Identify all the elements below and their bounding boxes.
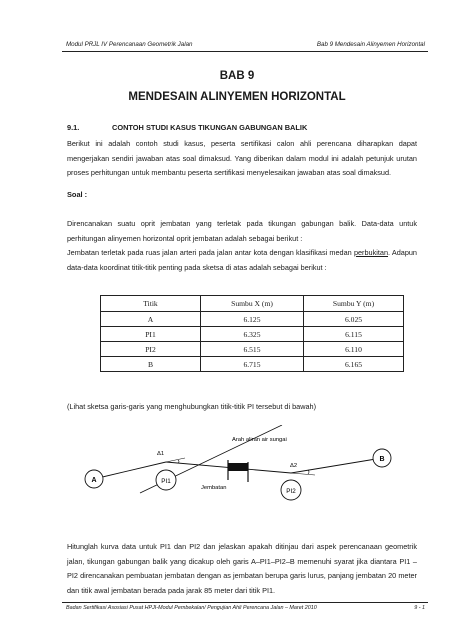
label-bridge: Jembatan <box>201 485 227 491</box>
soal-line-2 <box>67 246 417 275</box>
table-cell: 6.110 <box>304 342 404 357</box>
table-row <box>101 357 404 372</box>
intro-paragraph: Berikut ini adalah contoh studi kasus, peserta sertifikasi calon ahli perencana diharapkan dapat mengerjakan sendiri jawaban atas soal dimaksud. Yang diberikan dalam modul ini adalah petunjuk urutan proses perhitungan untuk membantu peserta sertifikasi menyelesaikan jawaban atas soal dimaksud. <box>67 139 417 177</box>
label-b: B <box>379 456 385 463</box>
label-delta1: Δ1 <box>157 451 165 457</box>
table-row <box>101 327 404 342</box>
label-river: Arah aliran air sungai <box>232 437 287 443</box>
label-a: A <box>91 477 97 484</box>
table-cell: B <box>101 357 201 372</box>
chapter-number: BAB 9 <box>219 70 255 82</box>
table-header: Sumbu Y (m) <box>304 296 404 312</box>
alignment-sketch <box>60 425 420 525</box>
bridge-block <box>228 463 248 471</box>
table-cell: 6.325 <box>200 327 303 342</box>
table-cell: A <box>101 312 201 327</box>
coordinate-table <box>100 295 404 372</box>
soal-line-2-pre: Jembatan terletak pada ruas jalan arteri pada jalan antar kota dengan klasifikasi medan <box>67 248 354 257</box>
delta1-arc <box>178 460 179 463</box>
label-delta2: Δ2 <box>290 463 298 469</box>
header-left: Modul PRJL IV Perencanaan Geometrik Jalan <box>66 41 193 48</box>
page-header <box>62 39 428 52</box>
tangent-a-pi1 <box>94 462 166 479</box>
table-header: Sumbu X (m) <box>200 296 303 312</box>
page-footer <box>62 602 428 611</box>
delta2-arc <box>308 470 309 474</box>
table-cell: 6.515 <box>200 342 303 357</box>
tangent-pi2-b <box>291 456 385 473</box>
section-heading <box>67 123 307 132</box>
soal-line-1: Direncanakan suatu oprit jembatan yang terletak pada tikungan gabungan balik. Data-data untuk perhitungan alinyemen horizontal oprit jembatan adalah sebagai berikut : <box>67 219 417 243</box>
table-cell: 6.165 <box>304 357 404 372</box>
table-cell: PI2 <box>101 342 201 357</box>
table-cell: 6.025 <box>304 312 404 327</box>
question-paragraph: Hitunglah kurva data untuk PI1 dan PI2 dan jelaskan apakah ditinjau dari aspek perencanaan geometrik jalan, tikungan gabungan balik yang dicakup oleh garis A–PI1–PI2–B memenuhi syarat jika diantara PI1 – PI2 direncanakan pembuatan jembatan dengan as jembatan berupa garis lurus, panjang jembatan 20 meter dan titik awal jembatan berada pada jarak 85 meter dari titik PI1. <box>67 542 417 595</box>
soal-line-2-post: . Adapun data-data koordinat titik-titik penting pada sketsa di atas adalah sebagai berikut : <box>67 248 417 272</box>
table-header: Titik <box>101 296 201 312</box>
section-number: 9.1. <box>67 123 80 132</box>
extension-pi1 <box>166 458 185 462</box>
extension-pi2 <box>291 473 315 475</box>
section-title: CONTOH STUDI KASUS TIKUNGAN GABUNGAN BALIK <box>112 123 308 132</box>
table-cell: 6.125 <box>200 312 303 327</box>
table-row <box>101 342 404 357</box>
chapter-title: MENDESAIN ALINYEMEN HORIZONTAL <box>128 91 346 103</box>
soal-paragraph <box>67 217 417 275</box>
table-cell: 6.115 <box>304 327 404 342</box>
label-pi2: PI2 <box>286 488 296 495</box>
soal-label: Soal : <box>67 190 88 199</box>
table-cell: PI1 <box>101 327 201 342</box>
label-pi1: PI1 <box>161 478 171 485</box>
sketch-caption: (Lihat sketsa garis-garis yang menghubungkan titik-titik PI tersebut di bawah) <box>67 402 317 411</box>
header-right: Bab 9 Mendesain Alinyemen Horizontal <box>316 41 425 48</box>
table-row <box>101 312 404 327</box>
table-cell: 6.715 <box>200 357 303 372</box>
page-number: 9 - 1 <box>414 605 425 611</box>
soal-underlined-term: perbukitan <box>353 248 389 257</box>
footer-left: Badan Sertifikasi Asosiasi Pusat HPJI-Modul Pembekalan/ Pengujian Ahli Perencana Jalan – Maret 2010 <box>66 605 317 611</box>
table-header-row <box>101 296 404 312</box>
